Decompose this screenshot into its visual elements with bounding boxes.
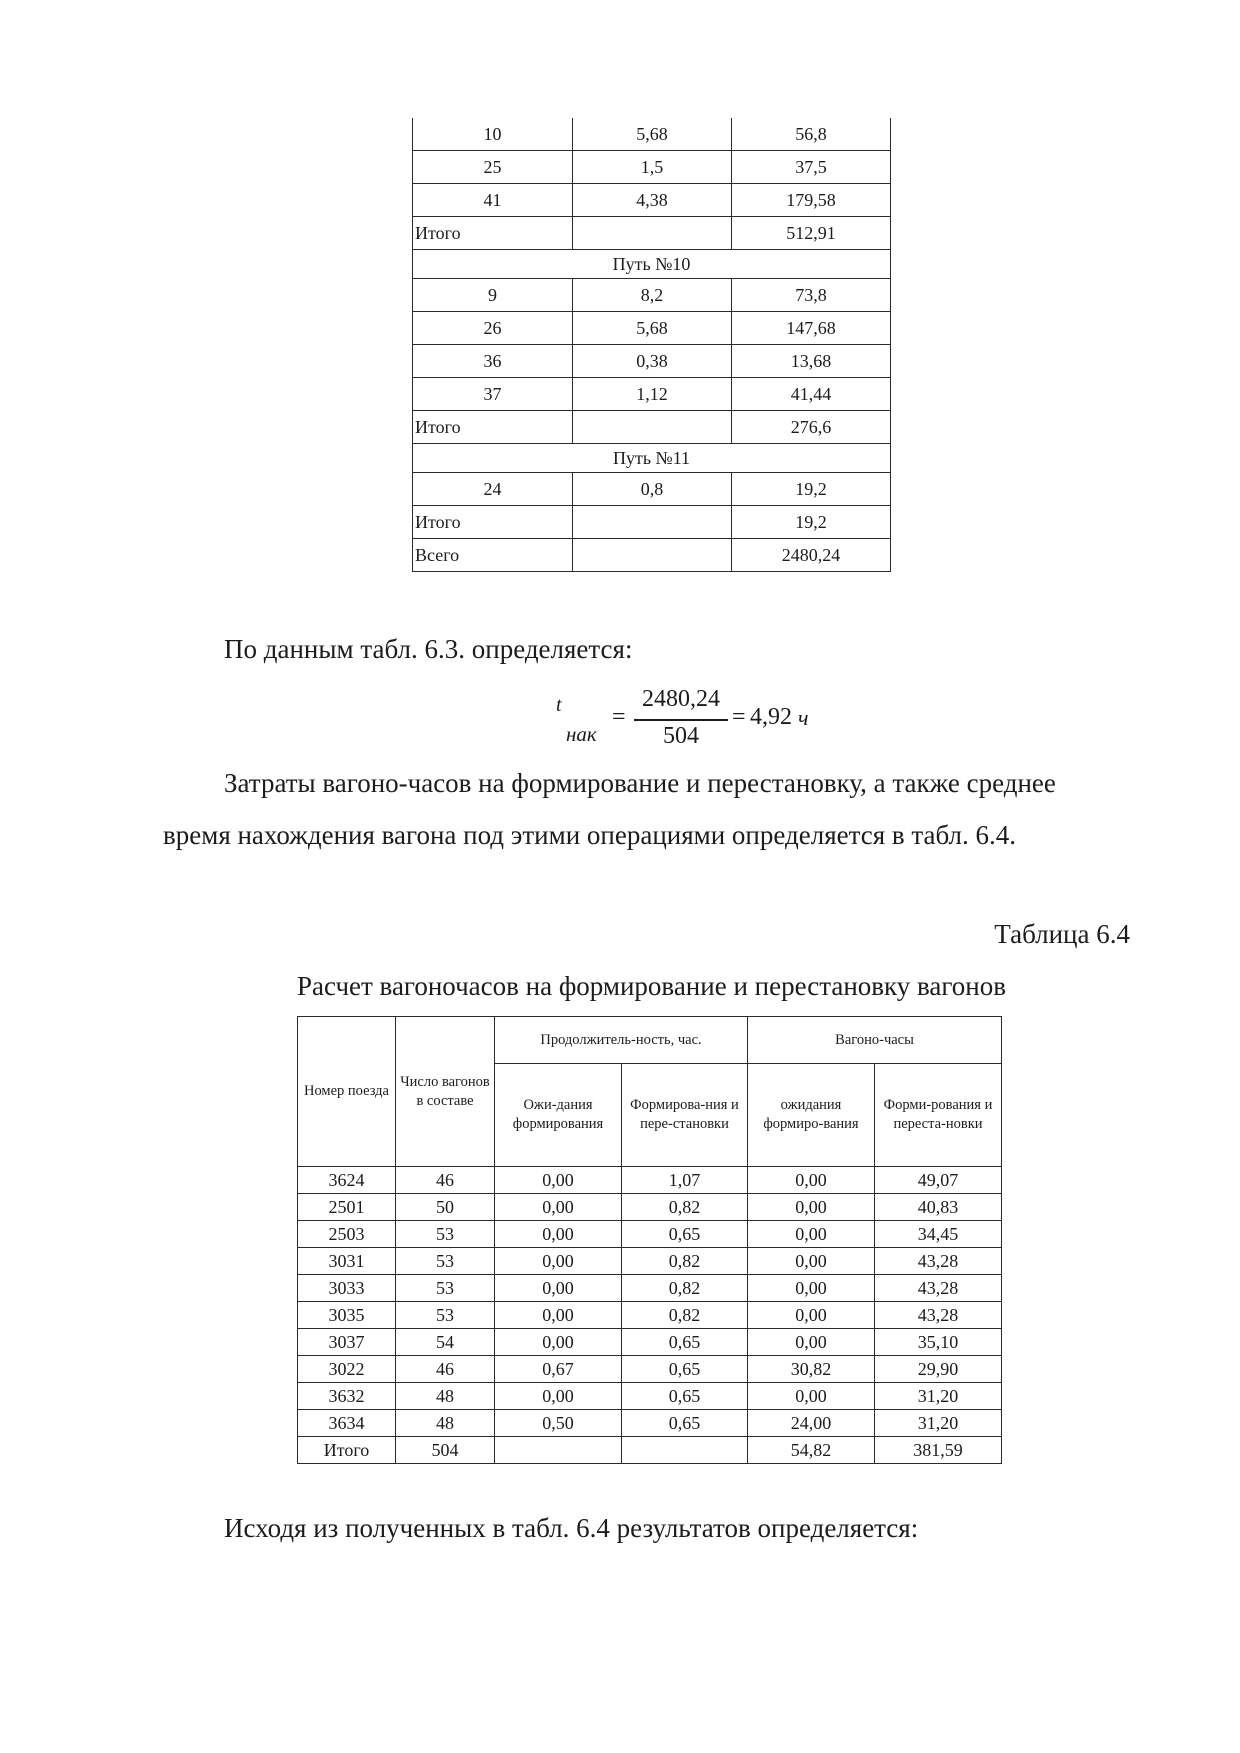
table-cell: 56,8 <box>732 118 891 151</box>
table-cell: 35,10 <box>875 1329 1002 1356</box>
table-cell: 41 <box>413 184 573 217</box>
table-cell: 9 <box>413 279 573 312</box>
header-train-number: Номер поезда <box>298 1017 396 1167</box>
table-cell: 53 <box>396 1221 495 1248</box>
table-cell: 46 <box>396 1167 495 1194</box>
table-cell <box>495 1437 622 1464</box>
formula-subscript: нак <box>566 722 597 746</box>
table-cell: 31,20 <box>875 1383 1002 1410</box>
table-row <box>298 1410 1002 1437</box>
formula-symbol: t <box>556 694 562 716</box>
table-cell: 30,82 <box>748 1356 875 1383</box>
table-cell: 0,00 <box>495 1248 622 1275</box>
table-cell: 0,65 <box>622 1410 748 1437</box>
table-row <box>298 1329 1002 1356</box>
table-cell: 0,82 <box>622 1248 748 1275</box>
table-cell: 3634 <box>298 1410 396 1437</box>
table-cell: 54 <box>396 1329 495 1356</box>
table-row <box>298 1221 1002 1248</box>
table-cell: 3035 <box>298 1302 396 1329</box>
header-wagon-hours-group: Вагоно-часы <box>748 1017 1002 1064</box>
table-cell: 26 <box>413 312 573 345</box>
table-cell: 3624 <box>298 1167 396 1194</box>
table-cell: 0,82 <box>622 1275 748 1302</box>
table-cell: 48 <box>396 1410 495 1437</box>
table-cell: 53 <box>396 1275 495 1302</box>
table-cell: 29,90 <box>875 1356 1002 1383</box>
total-row <box>413 506 891 539</box>
table-cell: 3037 <box>298 1329 396 1356</box>
table-cell: 3031 <box>298 1248 396 1275</box>
table-6-4-caption: Таблица 6.4 <box>994 919 1130 949</box>
table-row <box>298 1194 1002 1221</box>
table-cell: 0,65 <box>622 1221 748 1248</box>
table-cell <box>622 1437 748 1464</box>
table-cell: 3632 <box>298 1383 396 1410</box>
table-cell: 381,59 <box>875 1437 1002 1464</box>
table-6-4-body <box>298 1167 1002 1464</box>
total-label: Итого <box>413 506 573 539</box>
table-cell: 0,82 <box>622 1302 748 1329</box>
table-6-4 <box>297 1016 1002 1464</box>
formula-equals-sign-2: = <box>732 704 746 730</box>
table-6-3-continuation <box>412 118 891 572</box>
table-cell: 0,00 <box>748 1248 875 1275</box>
table-cell: 48 <box>396 1383 495 1410</box>
table-cell: 37 <box>413 378 573 411</box>
table-cell: 13,68 <box>732 345 891 378</box>
total-row <box>413 217 891 250</box>
table-cell: 19,2 <box>732 473 891 506</box>
section-row <box>413 250 891 279</box>
formula-unit: ч <box>798 705 809 730</box>
table-cell: 0,38 <box>573 345 732 378</box>
formula-t-nak <box>550 686 810 756</box>
formula-equals-sign: = <box>612 704 626 730</box>
table-cell: 0,65 <box>622 1356 748 1383</box>
table-row <box>413 345 891 378</box>
table-cell: 0,00 <box>495 1275 622 1302</box>
table-cell: 5,68 <box>573 312 732 345</box>
table-cell: 0,67 <box>495 1356 622 1383</box>
table-cell: 41,44 <box>732 378 891 411</box>
table-cell: 0,00 <box>748 1302 875 1329</box>
total-value: 276,6 <box>732 411 891 444</box>
table-cell: 43,28 <box>875 1302 1002 1329</box>
header-wagon-hours-wait: ожидания формиро-вания <box>748 1064 875 1167</box>
empty-cell <box>573 539 732 572</box>
total-row <box>298 1437 1002 1464</box>
table-cell: 0,00 <box>748 1194 875 1221</box>
table-cell: 0,65 <box>622 1383 748 1410</box>
paragraph-intro: По данным табл. 6.3. определяется: <box>224 634 633 664</box>
section-label: Путь №10 <box>413 250 891 279</box>
table-cell: 40,83 <box>875 1194 1002 1221</box>
table-cell: 8,2 <box>573 279 732 312</box>
table-cell: 49,07 <box>875 1167 1002 1194</box>
table-cell: 0,00 <box>495 1383 622 1410</box>
section-label: Путь №11 <box>413 444 891 473</box>
total-value: 19,2 <box>732 506 891 539</box>
total-label: Итого <box>413 411 573 444</box>
table-cell: 10 <box>413 118 573 151</box>
table-cell: 36 <box>413 345 573 378</box>
table-row <box>298 1167 1002 1194</box>
table-cell: 1,07 <box>622 1167 748 1194</box>
formula-denominator: 504 <box>663 723 699 749</box>
table-cell: 0,8 <box>573 473 732 506</box>
table-cell: 0,00 <box>748 1167 875 1194</box>
formula-numerator: 2480,24 <box>642 686 720 712</box>
table-cell: 3033 <box>298 1275 396 1302</box>
formula-result: 4,92 <box>750 704 792 730</box>
table-cell: 31,20 <box>875 1410 1002 1437</box>
header-duration-form: Формирова-ния и пере-становки <box>622 1064 748 1167</box>
table-cell: 50 <box>396 1194 495 1221</box>
table-cell: 37,5 <box>732 151 891 184</box>
table-cell: 25 <box>413 151 573 184</box>
table-row <box>298 1275 1002 1302</box>
table-row <box>298 1383 1002 1410</box>
table-cell: 0,00 <box>495 1194 622 1221</box>
empty-cell <box>573 217 732 250</box>
table-cell: 34,45 <box>875 1221 1002 1248</box>
table-cell: 2501 <box>298 1194 396 1221</box>
table-cell: 0,00 <box>748 1383 875 1410</box>
total-label: Итого <box>413 217 573 250</box>
table-cell: 2503 <box>298 1221 396 1248</box>
table-cell: Итого <box>298 1437 396 1464</box>
table-cell: 53 <box>396 1302 495 1329</box>
table-cell: 0,00 <box>495 1302 622 1329</box>
header-duration-wait: Ожи-дания формирования <box>495 1064 622 1167</box>
header-wagon-hours-form: Форми-рования и переста-новки <box>875 1064 1002 1167</box>
table-cell: 46 <box>396 1356 495 1383</box>
total-row <box>413 411 891 444</box>
table-cell: 0,50 <box>495 1410 622 1437</box>
table-row <box>413 184 891 217</box>
table-6-4-header <box>298 1017 1002 1167</box>
table-cell: 179,58 <box>732 184 891 217</box>
table-cell: 54,82 <box>748 1437 875 1464</box>
table-cell: 24,00 <box>748 1410 875 1437</box>
empty-cell <box>573 411 732 444</box>
table-row <box>413 279 891 312</box>
table-row <box>413 312 891 345</box>
table-cell: 0,00 <box>748 1221 875 1248</box>
table-cell: 24 <box>413 473 573 506</box>
table-row <box>413 473 891 506</box>
table-cell: 0,82 <box>622 1194 748 1221</box>
table-row <box>298 1302 1002 1329</box>
table-cell: 0,00 <box>748 1329 875 1356</box>
table-cell: 0,00 <box>748 1275 875 1302</box>
table-row <box>298 1248 1002 1275</box>
table-row <box>298 1356 1002 1383</box>
table-cell: 0,00 <box>495 1167 622 1194</box>
total-label: Всего <box>413 539 573 572</box>
table-cell: 43,28 <box>875 1275 1002 1302</box>
table-6-4-title: Расчет вагоночасов на формирование и перестановку вагонов <box>297 971 1006 1001</box>
table-cell: 0,00 <box>495 1329 622 1356</box>
total-value: 512,91 <box>732 217 891 250</box>
paragraph-conclusion: Исходя из полученных в табл. 6.4 результатов определяется: <box>224 1513 919 1543</box>
table-cell: 0,00 <box>495 1221 622 1248</box>
table-cell: 4,38 <box>573 184 732 217</box>
table-row <box>413 118 891 151</box>
empty-cell <box>573 506 732 539</box>
table-cell: 1,5 <box>573 151 732 184</box>
table-cell: 0,65 <box>622 1329 748 1356</box>
header-wagon-count: Число вагонов в составе <box>396 1017 495 1167</box>
table-cell: 73,8 <box>732 279 891 312</box>
paragraph-costs-line-1: Затраты вагоно-часов на формирование и перестановку, а также среднее <box>224 768 1056 798</box>
total-value: 2480,24 <box>732 539 891 572</box>
table-cell: 147,68 <box>732 312 891 345</box>
table-cell: 43,28 <box>875 1248 1002 1275</box>
table-cell: 5,68 <box>573 118 732 151</box>
header-duration-group: Продолжитель-ность, час. <box>495 1017 748 1064</box>
table-row <box>413 378 891 411</box>
table-cell: 3022 <box>298 1356 396 1383</box>
table-row <box>413 151 891 184</box>
total-row <box>413 539 891 572</box>
table-cell: 1,12 <box>573 378 732 411</box>
section-row <box>413 444 891 473</box>
paragraph-costs-line-2: время нахождения вагона под этими операциями определяется в табл. 6.4. <box>163 820 1017 850</box>
table-cell: 53 <box>396 1248 495 1275</box>
table-6-3-body <box>413 118 891 572</box>
formula-fraction-bar <box>634 719 728 721</box>
table-cell: 504 <box>396 1437 495 1464</box>
